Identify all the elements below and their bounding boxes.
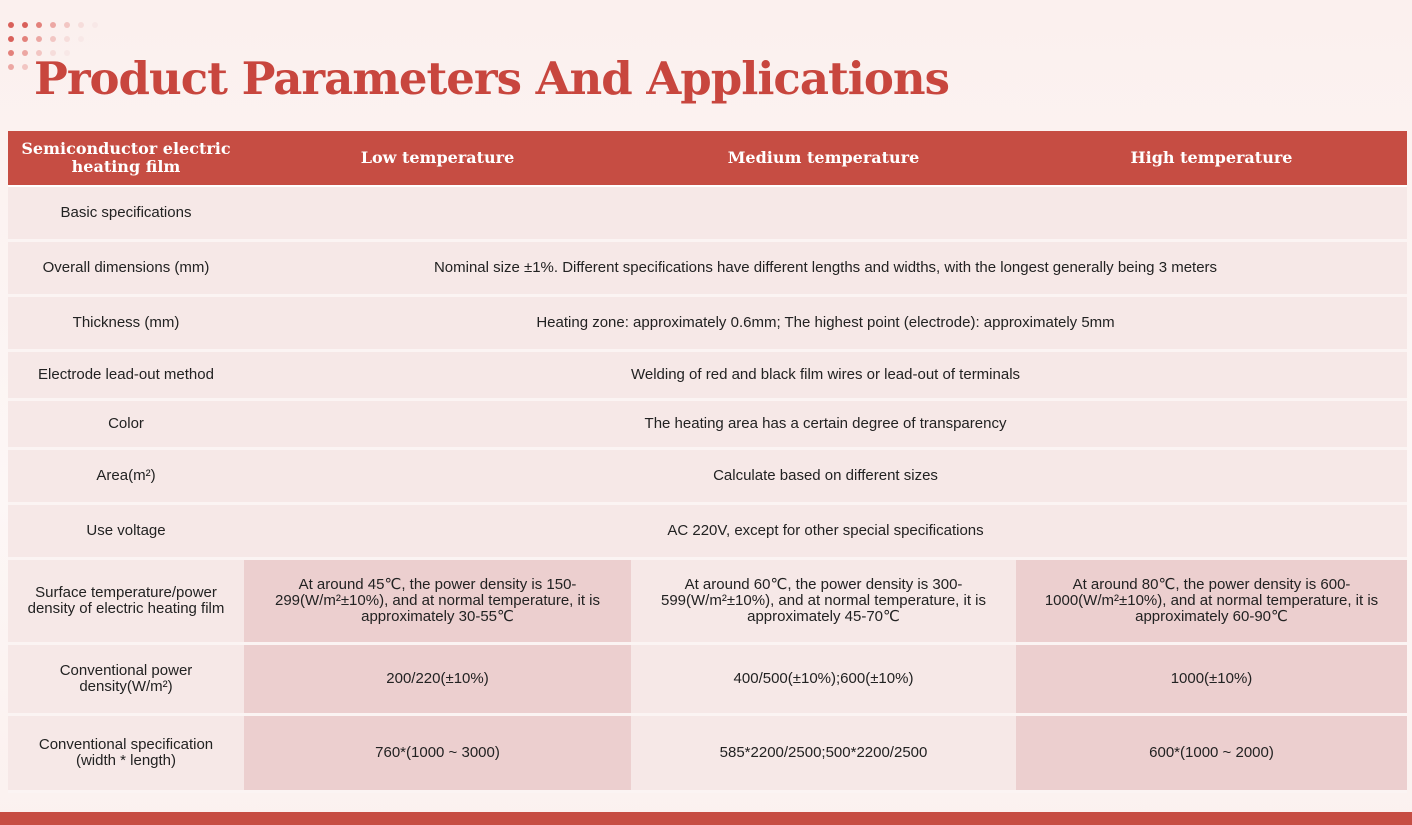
row-value: Heating zone: approximately 0.6mm; The highest point (electrode): approximately 5mm: [244, 297, 1407, 352]
row-value: Welding of red and black film wires or lead-out of terminals: [244, 352, 1407, 401]
row-value: [244, 187, 1407, 242]
row-value: Nominal size ±1%. Different specifications have different lengths and widths, with the longest generally being 3 meters: [244, 242, 1407, 297]
header-medium-temperature: Medium temperature: [631, 131, 1016, 187]
row-label: Conventional specification (width * length): [8, 716, 244, 793]
row-label: Color: [8, 401, 244, 450]
row-label: Thickness (mm): [8, 297, 244, 352]
table-row: [8, 505, 1407, 560]
page-title: Product Parameters And Applications: [34, 52, 949, 105]
medium-temperature-cell: 585*2200/2500;500*2200/2500: [631, 716, 1016, 793]
row-value: AC 220V, except for other special specifications: [244, 505, 1407, 560]
row-value: Calculate based on different sizes: [244, 450, 1407, 505]
medium-temperature-cell: 400/500(±10%);600(±10%): [631, 645, 1016, 716]
high-temperature-cell: At around 80℃, the power density is 600-1000(W/m²±10%), and at normal temperature, it is approximately 60-90℃: [1016, 560, 1407, 645]
header-product: Semiconductor electric heating film: [8, 131, 244, 187]
table-row: [8, 401, 1407, 450]
row-label: Area(m²): [8, 450, 244, 505]
low-temperature-cell: 760*(1000 ~ 3000): [244, 716, 631, 793]
table-row: [8, 352, 1407, 401]
table-row: [8, 560, 1407, 645]
low-temperature-cell: At around 45℃, the power density is 150-299(W/m²±10%), and at normal temperature, it is approximately 30-55℃: [244, 560, 631, 645]
row-label: Overall dimensions (mm): [8, 242, 244, 297]
row-label: Basic specifications: [8, 187, 244, 242]
table-row: [8, 716, 1407, 793]
row-label: Electrode lead-out method: [8, 352, 244, 401]
row-label: Surface temperature/power density of electric heating film: [8, 560, 244, 645]
high-temperature-cell: 600*(1000 ~ 2000): [1016, 716, 1407, 793]
parameters-table: [8, 131, 1407, 793]
header-low-temperature: Low temperature: [244, 131, 631, 187]
row-value: The heating area has a certain degree of transparency: [244, 401, 1407, 450]
table-row: [8, 297, 1407, 352]
table-row: [8, 187, 1407, 242]
medium-temperature-cell: At around 60℃, the power density is 300-599(W/m²±10%), and at normal temperature, it is approximately 45-70℃: [631, 560, 1016, 645]
row-label: Use voltage: [8, 505, 244, 560]
table-row: [8, 450, 1407, 505]
header-high-temperature: High temperature: [1016, 131, 1407, 187]
high-temperature-cell: 1000(±10%): [1016, 645, 1407, 716]
table-row: [8, 242, 1407, 297]
table-row: [8, 645, 1407, 716]
row-label: Conventional power density(W/m²): [8, 645, 244, 716]
bottom-accent-bar: [0, 812, 1412, 825]
table-header-row: [8, 131, 1407, 187]
low-temperature-cell: 200/220(±10%): [244, 645, 631, 716]
